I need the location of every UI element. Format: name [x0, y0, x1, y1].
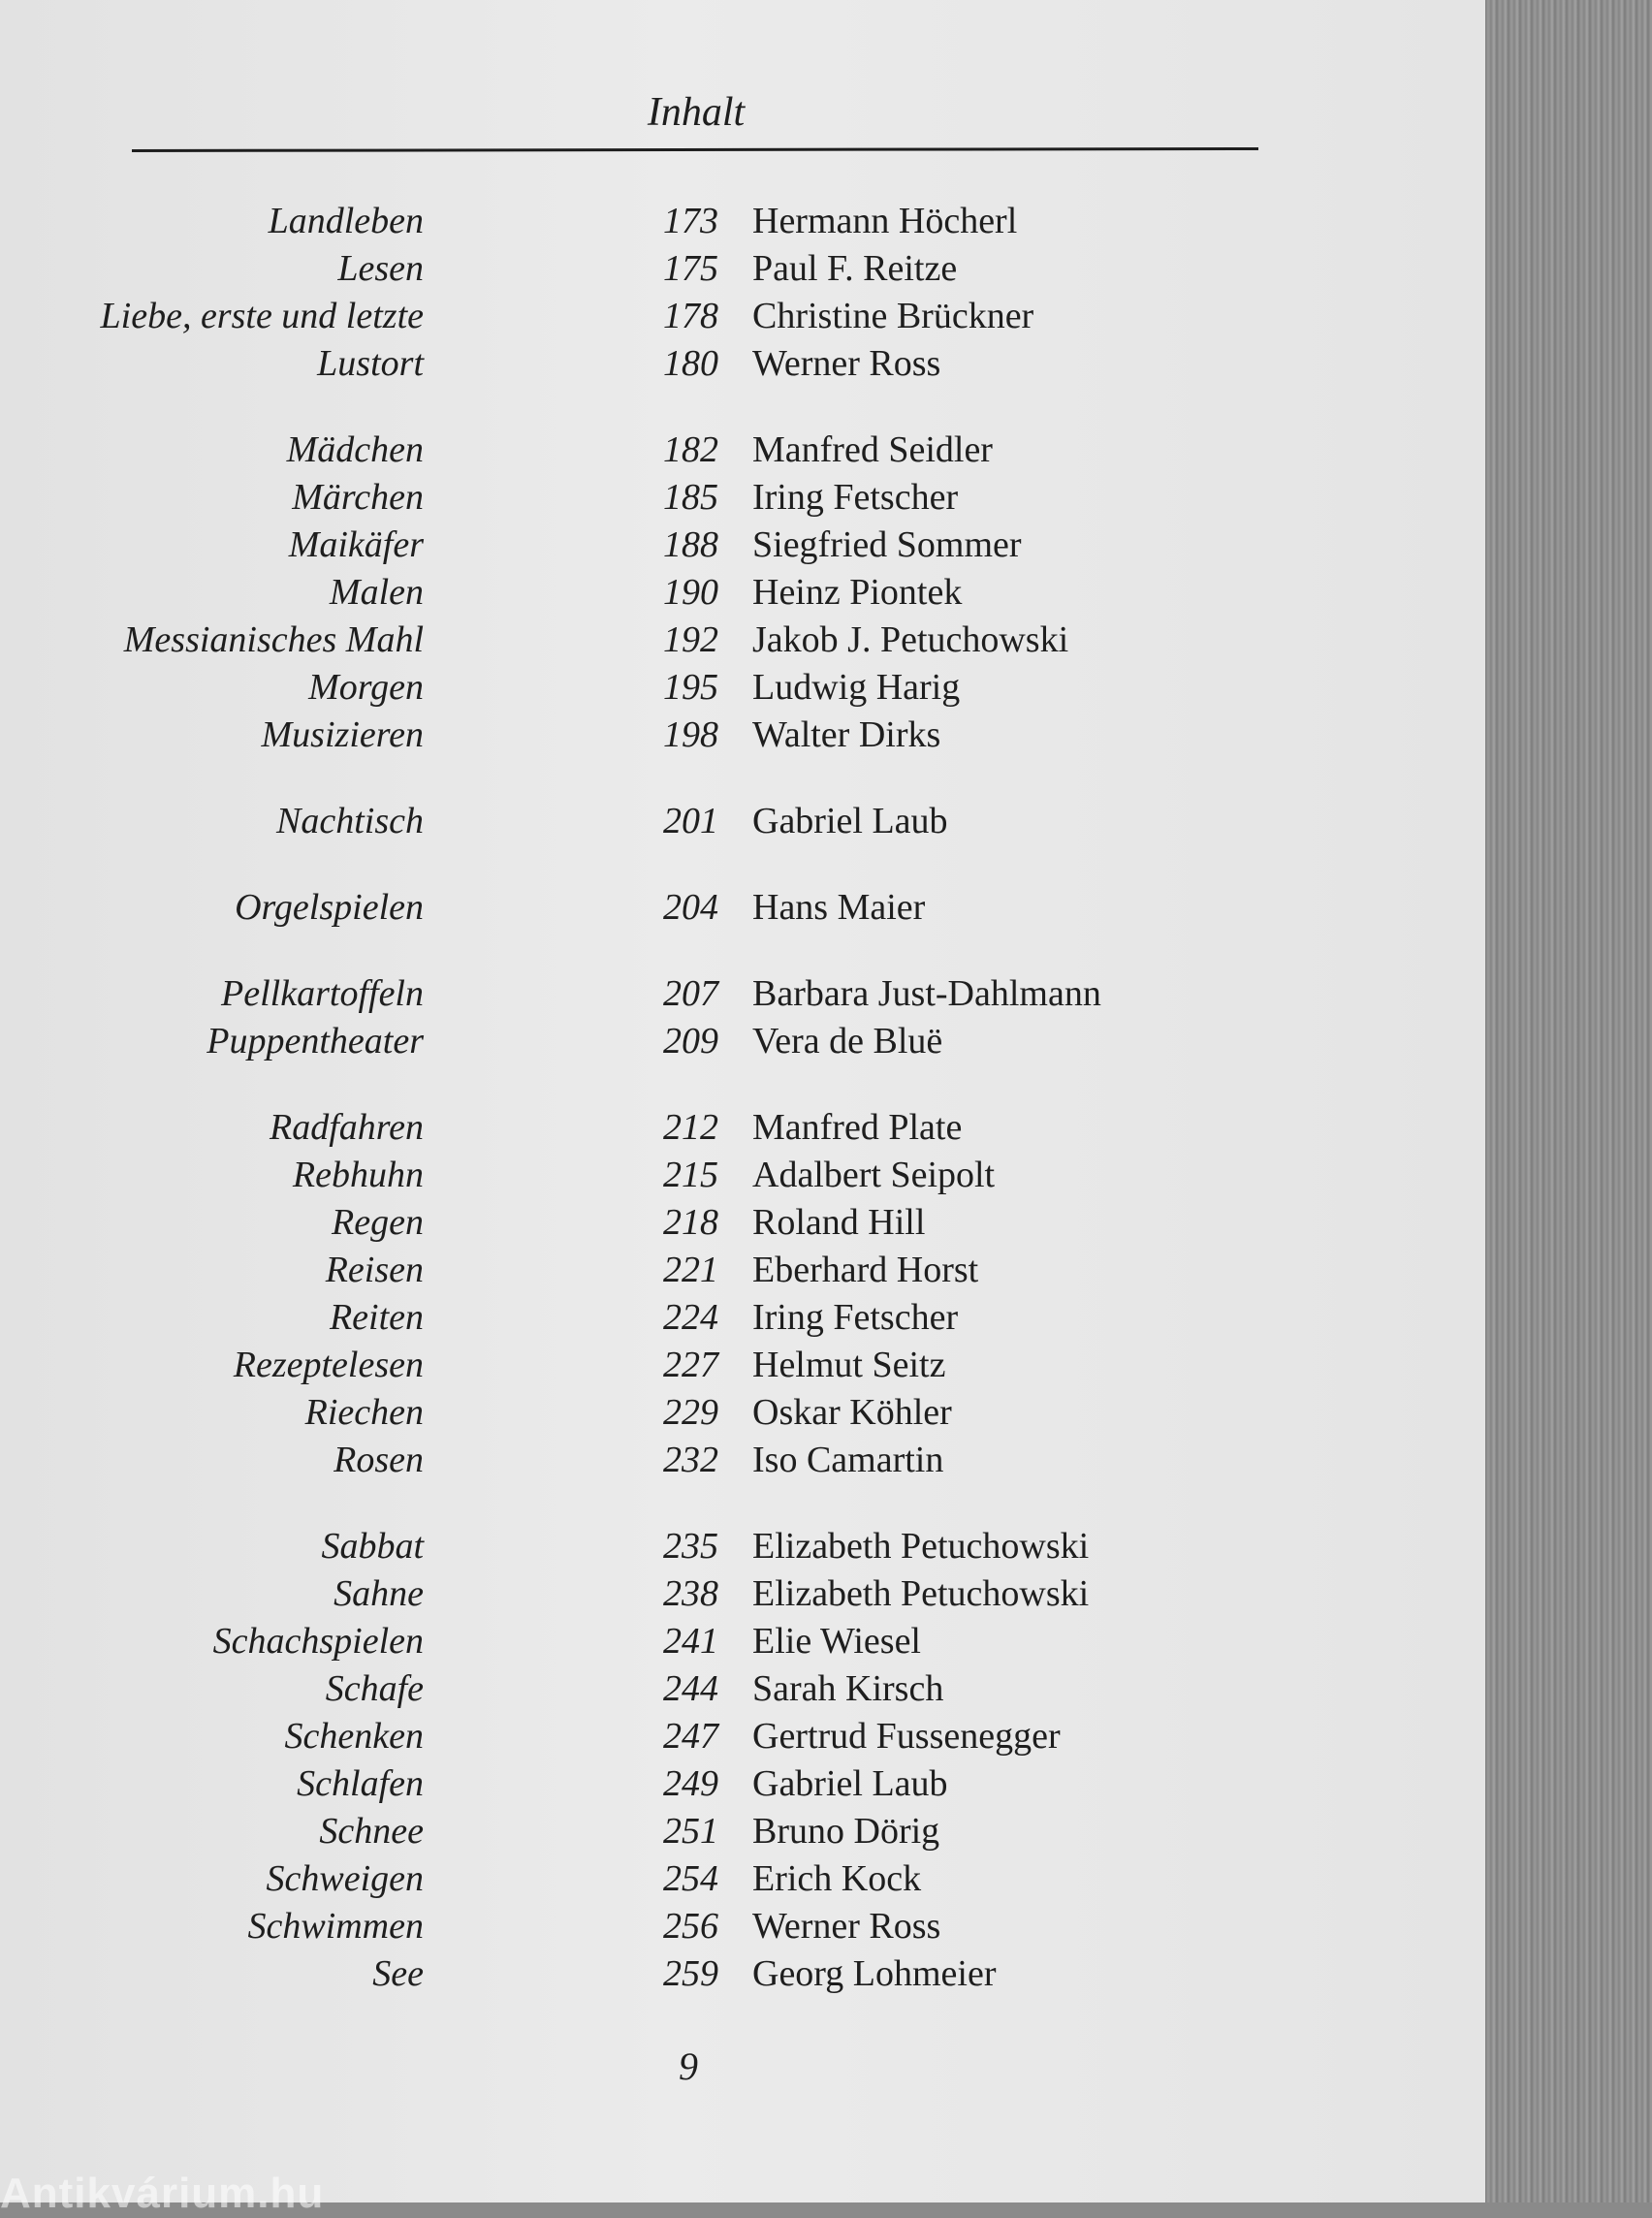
- toc-page-number: 180: [663, 343, 718, 384]
- toc-page-number: 204: [663, 887, 718, 928]
- toc-page-number: 195: [663, 667, 718, 708]
- toc-group: [0, 198, 1485, 388]
- toc-topic: Schachspielen: [212, 1621, 424, 1662]
- toc-author: Iring Fetscher: [752, 1297, 959, 1338]
- toc-topic: Schnee: [319, 1811, 424, 1852]
- toc-author: Roland Hill: [752, 1202, 926, 1243]
- toc-topic: Nachtisch: [276, 801, 424, 841]
- toc-page-number: 221: [663, 1250, 718, 1290]
- toc-page-number: 207: [663, 973, 718, 1014]
- toc-entry: [0, 1437, 1485, 1484]
- toc-topic: Musizieren: [261, 714, 424, 755]
- toc-topic: Schwimmen: [247, 1906, 424, 1947]
- toc-page-number: 235: [663, 1526, 718, 1567]
- toc-author: Hans Maier: [752, 887, 926, 928]
- toc-entry: [0, 1294, 1485, 1342]
- toc-entry: [0, 664, 1485, 712]
- toc-topic: Lesen: [337, 248, 424, 289]
- toc-topic: Maikäfer: [288, 524, 424, 565]
- toc-group: [0, 427, 1485, 759]
- toc-author: Werner Ross: [752, 343, 941, 384]
- toc-page-number: 251: [663, 1811, 718, 1852]
- watermark: Antikvárium.hu: [0, 2170, 325, 2217]
- toc-author: Paul F. Reitze: [752, 248, 958, 289]
- toc-entry: [0, 1389, 1485, 1437]
- toc-topic: Landleben: [268, 201, 424, 241]
- toc-topic: Messianisches Mahl: [123, 619, 424, 660]
- toc-author: Eberhard Horst: [752, 1250, 979, 1290]
- toc-page-number: 249: [663, 1763, 718, 1804]
- toc-entry: [0, 293, 1485, 340]
- page-title: Inhalt: [647, 90, 746, 135]
- toc-topic: Rebhuhn: [292, 1155, 424, 1195]
- toc-topic: Radfahren: [269, 1107, 424, 1148]
- toc-entry: [0, 1808, 1485, 1855]
- toc-page-number: 241: [663, 1621, 718, 1662]
- toc-author: Jakob J. Petuchowski: [752, 619, 1069, 660]
- toc-page-number: 247: [663, 1716, 718, 1757]
- toc-author: Elie Wiesel: [752, 1621, 921, 1662]
- toc-page-number: 198: [663, 714, 718, 755]
- toc-page-number: 212: [663, 1107, 718, 1148]
- toc-page-number: 190: [663, 572, 718, 613]
- toc-page-number: 201: [663, 801, 718, 841]
- toc-author: Georg Lohmeier: [752, 1953, 997, 1994]
- toc-entry: [0, 1570, 1485, 1618]
- toc-page-number: 238: [663, 1573, 718, 1614]
- toc-entry: [0, 1104, 1485, 1152]
- toc-entry: [0, 1018, 1485, 1065]
- toc-topic: Sabbat: [321, 1526, 424, 1567]
- toc-group: [0, 970, 1485, 1065]
- toc-page-number: 192: [663, 619, 718, 660]
- toc-page-number: 182: [663, 429, 718, 470]
- toc-entry: [0, 427, 1485, 474]
- toc-author: Werner Ross: [752, 1906, 941, 1947]
- toc-author: Erich Kock: [752, 1858, 922, 1899]
- toc-page-number: 224: [663, 1297, 718, 1338]
- toc-author: Elizabeth Petuchowski: [752, 1573, 1090, 1614]
- toc-topic: Reiten: [329, 1297, 424, 1338]
- toc-author: Vera de Bluë: [752, 1021, 943, 1061]
- toc-page-number: 244: [663, 1668, 718, 1709]
- toc-entry: [0, 617, 1485, 664]
- toc-entry: [0, 1855, 1485, 1903]
- toc-entry: [0, 1903, 1485, 1950]
- toc-topic: Regen: [332, 1202, 424, 1243]
- toc-entry: [0, 1950, 1485, 1998]
- toc-entry: [0, 245, 1485, 293]
- toc-page-number: 209: [663, 1021, 718, 1061]
- toc-group: [0, 1523, 1485, 1998]
- toc-topic: Schlafen: [297, 1763, 424, 1804]
- toc-topic: Rosen: [334, 1440, 424, 1480]
- toc-entry: [0, 198, 1485, 245]
- toc-author: Hermann Höcherl: [752, 201, 1018, 241]
- toc-topic: Riechen: [304, 1392, 424, 1433]
- toc-page-number: 232: [663, 1440, 718, 1480]
- toc-entry: [0, 569, 1485, 617]
- toc-page-number: 254: [663, 1858, 718, 1899]
- toc-entry: [0, 1618, 1485, 1665]
- toc-author: Barbara Just-Dahlmann: [752, 973, 1101, 1014]
- toc-page-number: 227: [663, 1345, 718, 1385]
- toc-topic: Schafe: [325, 1668, 424, 1709]
- toc-author: Manfred Plate: [752, 1107, 963, 1148]
- toc-group: [0, 798, 1485, 845]
- toc-topic: See: [372, 1953, 424, 1994]
- toc-author: Siegfried Sommer: [752, 524, 1022, 565]
- toc-page-number: 259: [663, 1953, 718, 1994]
- toc-topic: Malen: [329, 572, 424, 613]
- toc-author: Gabriel Laub: [752, 801, 948, 841]
- toc-page-number: 215: [663, 1155, 718, 1195]
- toc-entry: [0, 522, 1485, 569]
- toc-page-number: 256: [663, 1906, 718, 1947]
- toc-entry: [0, 474, 1485, 522]
- toc-entry: [0, 712, 1485, 759]
- toc-entry: [0, 340, 1485, 388]
- toc-author: Bruno Dörig: [752, 1811, 940, 1852]
- toc-author: Gabriel Laub: [752, 1763, 948, 1804]
- toc-page-number: 178: [663, 296, 718, 336]
- toc-author: Oskar Köhler: [752, 1392, 952, 1433]
- toc-entry: [0, 1523, 1485, 1570]
- toc-author: Christine Brückner: [752, 296, 1034, 336]
- page-edge-stack: [1485, 0, 1652, 2202]
- toc-topic: Mädchen: [286, 429, 424, 470]
- toc-author: Walter Dirks: [752, 714, 941, 755]
- toc-page-number: 218: [663, 1202, 718, 1243]
- toc-page-number: 175: [663, 248, 718, 289]
- toc-author: Helmut Seitz: [752, 1345, 946, 1385]
- toc-entry: [0, 1152, 1485, 1199]
- toc-topic: Morgen: [308, 667, 424, 708]
- title-rule: [132, 147, 1258, 152]
- toc-page-number: 185: [663, 477, 718, 518]
- toc-entry: [0, 798, 1485, 845]
- toc-topic: Lustort: [317, 343, 424, 384]
- toc-topic: Orgelspielen: [235, 887, 424, 928]
- toc-topic: Rezeptelesen: [233, 1345, 424, 1385]
- toc-entry: [0, 1199, 1485, 1247]
- toc-page-number: 229: [663, 1392, 718, 1433]
- toc-author: Iso Camartin: [752, 1440, 944, 1480]
- toc-entry: [0, 1760, 1485, 1808]
- toc-topic: Sahne: [334, 1573, 424, 1614]
- toc-group: [0, 1104, 1485, 1484]
- toc-author: Heinz Piontek: [752, 572, 963, 613]
- toc-topic: Pellkartoffeln: [221, 973, 424, 1014]
- toc-page-number: 173: [663, 201, 718, 241]
- toc-topic: Liebe, erste und letzte: [100, 296, 424, 336]
- toc-topic: Schweigen: [266, 1858, 424, 1899]
- toc-entry: [0, 1665, 1485, 1713]
- toc-entry: [0, 884, 1485, 932]
- toc-author: Manfred Seidler: [752, 429, 993, 470]
- toc-topic: Märchen: [292, 477, 424, 518]
- toc-group: [0, 884, 1485, 932]
- toc-topic: Puppentheater: [206, 1021, 424, 1061]
- toc-entry: [0, 1713, 1485, 1760]
- toc-author: Ludwig Harig: [752, 667, 961, 708]
- table-of-contents: [0, 198, 1485, 2037]
- toc-author: Gertrud Fussenegger: [752, 1716, 1061, 1757]
- toc-entry: [0, 1342, 1485, 1389]
- toc-author: Sarah Kirsch: [752, 1668, 944, 1709]
- toc-topic: Schenken: [284, 1716, 424, 1757]
- page-number: 9: [679, 2044, 698, 2088]
- toc-page-number: 188: [663, 524, 718, 565]
- toc-author: Adalbert Seipolt: [752, 1155, 996, 1195]
- toc-author: Elizabeth Petuchowski: [752, 1526, 1090, 1567]
- toc-author: Iring Fetscher: [752, 477, 959, 518]
- toc-entry: [0, 1247, 1485, 1294]
- toc-entry: [0, 970, 1485, 1018]
- toc-topic: Reisen: [325, 1250, 424, 1290]
